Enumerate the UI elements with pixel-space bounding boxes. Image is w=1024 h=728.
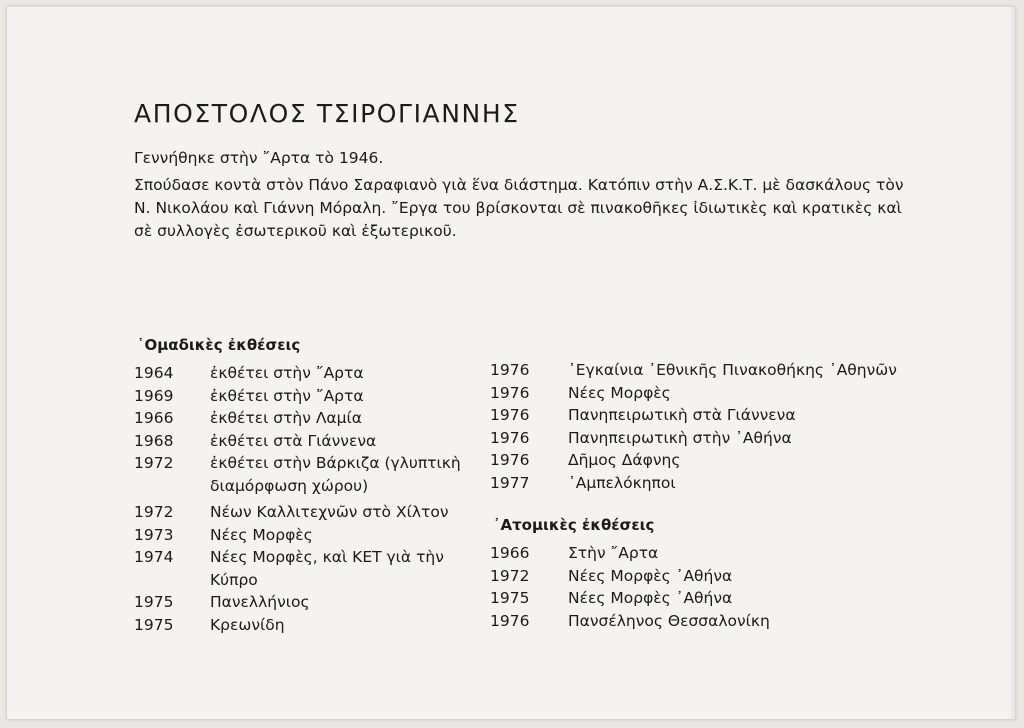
list-item (490, 542, 930, 565)
exhibition-year: 1966 (490, 544, 530, 562)
bio-studies: Σπούδασε κοντὰ στὸν Πάνο Σαραφιανὸ γιὰ ἕνα διάστημα. Κατόπιν στὴν Α.Σ.Κ.Τ. μὲ δασκάλους τὸν Ν. Νικολάου καὶ Γιάννη Μόραλη. ῎Εργα του βρίσκονται σὲ πινακοθῆκες ἰδιωτικὲς καὶ κρατικὲς καὶ σὲ συλλογὲς ἐσωτερικοῦ καὶ ἐξωτερικοῦ. (134, 176, 904, 240)
exhibition-text: Νέες Μορφὲς (568, 383, 671, 402)
exhibition-text: ἐκθέτει στὴν Βάρκιζα (γλυπτικὴ διαμόρφωση χώρου) (210, 454, 461, 495)
page-title: ΑΠΟΣΤΟΛΟΣ ΤΣΙΡΟΓΙΑΝΝΗΣ (134, 99, 520, 128)
list-item (490, 565, 930, 588)
exhibition-text: ἐκθέτει στὴν ῎Αρτα (210, 364, 364, 382)
list-item (134, 591, 479, 614)
list-item (134, 385, 479, 408)
group-exhibitions-heading: ῾Ομαδικὲς ἐκθέσεις (137, 336, 301, 354)
list-item (490, 404, 930, 427)
list-item (490, 427, 930, 450)
exhibition-text: ᾿Αμπελόκηποι (568, 473, 676, 492)
list-item (490, 382, 930, 405)
group-exhibitions-list-left (134, 362, 479, 636)
exhibition-year: 1964 (134, 364, 174, 382)
solo-exhibitions-list (490, 542, 930, 632)
exhibition-year: 1976 (490, 361, 530, 379)
exhibition-year: 1976 (490, 428, 530, 447)
list-item (134, 546, 479, 591)
exhibition-text: Νέες Μορφὲς, καὶ ΚΕΤ γιὰ τὴν Κύπρο (210, 548, 444, 589)
exhibition-year: 1973 (134, 525, 174, 544)
list-item (134, 362, 479, 385)
list-item (134, 524, 479, 547)
exhibition-text: Πανσέληνος Θεσσαλονίκη (568, 611, 770, 630)
exhibition-text: Πανηπειρωτικὴ στὴν ᾿Αθήνα (568, 428, 792, 447)
exhibition-text: ἐκθέτει στὴν ῎Αρτα (210, 386, 364, 405)
list-item (490, 472, 930, 495)
exhibition-text: Στὴν ῎Αρτα (568, 544, 659, 562)
exhibition-year: 1976 (490, 383, 530, 402)
list-item (134, 614, 479, 637)
exhibition-text: ἐκθέτει στὴν Λαμία (210, 409, 362, 427)
exhibition-text: Πανελλήνιος (210, 593, 310, 611)
group-exhibitions-list-right (490, 359, 930, 494)
exhibition-year: 1968 (134, 431, 174, 450)
exhibition-text: Νέες Μορφὲς ᾿Αθήνα (568, 566, 733, 585)
list-item (490, 449, 930, 472)
exhibition-text: Κρεωνίδη (210, 615, 285, 634)
list-item (490, 587, 930, 610)
bio-birth: Γεννήθηκε στὴν ῎Αρτα τὸ 1946. (134, 149, 384, 167)
exhibition-year: 1969 (134, 386, 174, 405)
list-item (134, 501, 479, 524)
exhibition-text: Νέες Μορφὲς ᾿Αθήνα (568, 589, 733, 607)
exhibition-year: 1966 (134, 409, 174, 427)
exhibition-text: Πανηπειρωτικὴ στὰ Γιάννενα (568, 406, 796, 424)
exhibition-year: 1976 (490, 451, 530, 469)
list-item (134, 407, 479, 430)
list-item (134, 430, 479, 453)
exhibition-year: 1976 (490, 611, 530, 630)
exhibition-text: ᾿Εγκαίνια ᾿Εθνικῆς Πινακοθήκης ᾿Αθηνῶν (568, 361, 897, 379)
exhibition-year: 1975 (134, 593, 174, 611)
exhibition-text: Νέων Καλλιτεχνῶν στὸ Χίλτον (210, 503, 449, 521)
solo-exhibitions-heading: ᾿Ατομικὲς ἐκθέσεις (493, 516, 655, 534)
exhibition-year: 1975 (134, 615, 174, 634)
exhibition-text: ἐκθέτει στὰ Γιάννενα (210, 431, 377, 450)
exhibition-year: 1977 (490, 473, 530, 492)
document-page (6, 6, 1016, 720)
list-item (490, 610, 930, 633)
list-item (490, 359, 930, 382)
list-item (134, 452, 479, 497)
exhibition-text: Δῆμος Δάφνης (568, 451, 681, 469)
exhibition-text: Νέες Μορφὲς (210, 525, 313, 544)
exhibition-year: 1976 (490, 406, 530, 424)
exhibition-year: 1972 (134, 454, 174, 472)
exhibition-year: 1972 (490, 566, 530, 585)
biography (134, 147, 914, 243)
exhibition-year: 1975 (490, 589, 530, 607)
exhibition-year: 1972 (134, 503, 174, 521)
exhibition-year: 1974 (134, 548, 174, 566)
